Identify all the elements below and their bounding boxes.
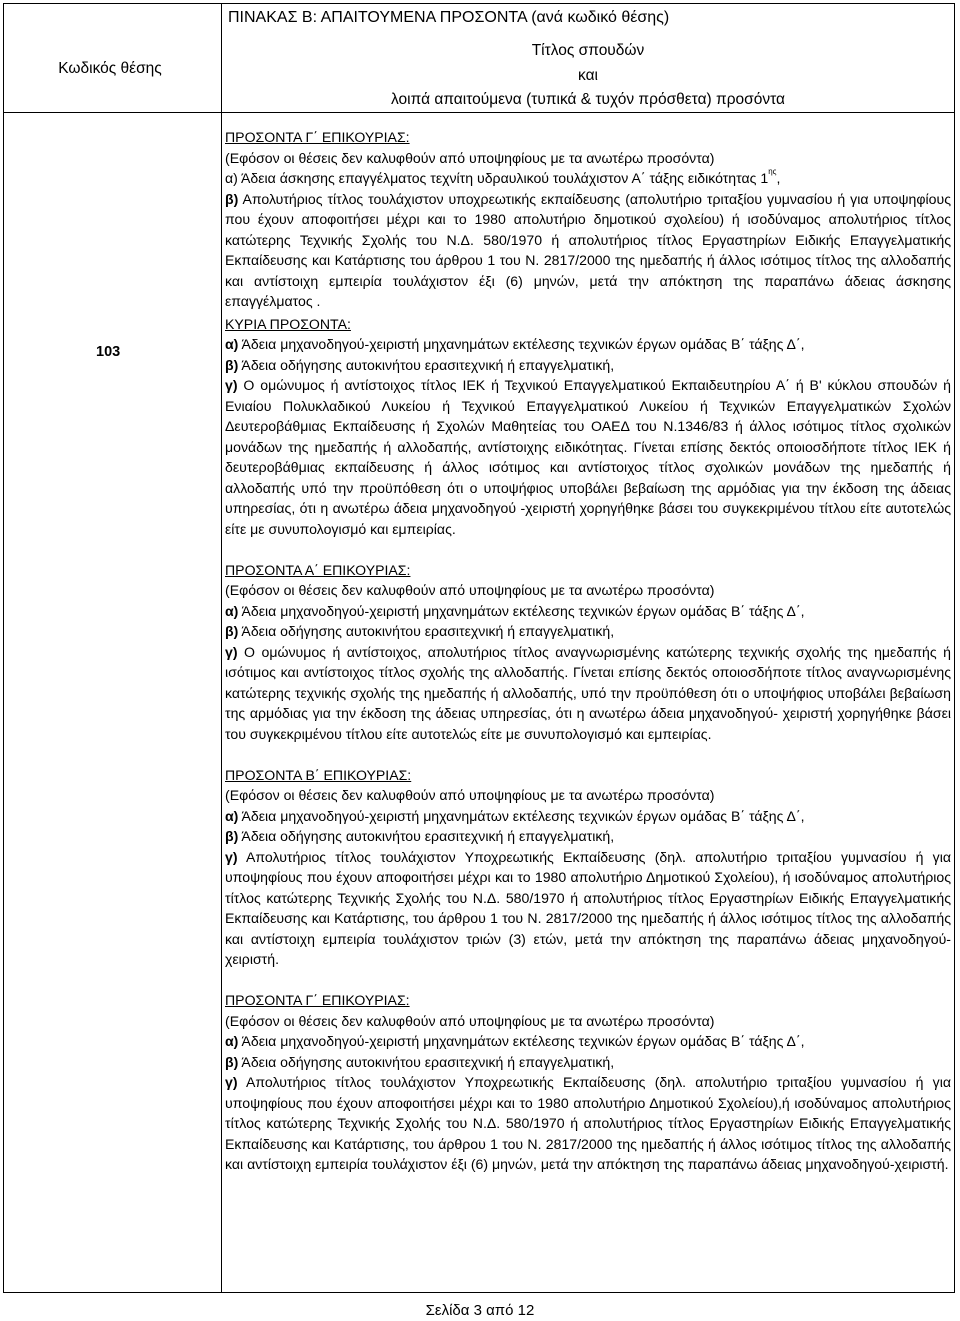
section-title-main: ΚΥΡΙΑ ΠΡΟΣΟΝΤΑ: bbox=[225, 315, 351, 332]
position-code: 103 bbox=[96, 344, 121, 360]
paragraph: (Εφόσον οι θέσεις δεν καλυφθούν από υποψηφίους με τα ανωτέρω προσόντα) bbox=[225, 149, 715, 166]
paragraph: α) Άδεια μηχανοδηγού-χειριστή μηχανημάτων εκτέλεσης τεχνικών έργων ομάδας Β΄ τάξης Δ΄, bbox=[225, 1033, 805, 1049]
section-title-b-auxiliary: ΠΡΟΣΟΝΤΑ Β΄ ΕΠΙΚΟΥΡΙΑΣ: bbox=[225, 766, 412, 783]
table-border-right bbox=[954, 3, 955, 1293]
paragraph: γ) Ο ομώνυμος ή αντίστοιχος, απολυτήριος τίτλος αναγνωρισμένης κατώτερης τεχνικής σχολής της ημεδαπής ή ισότιμος και αντίστοιχος τίτλος σχολής της αλλοδαπής. Γίνεται επίσης δεκτός οποιοσδήποτε τίτλος αναγνωρισμένης κατώτερης τεχνικής σχολής της ημεδαπής ή αλλοδαπής, υπό την προϋπόθεση ότι ο υποψήφιος υποβάλει βεβαίωση της αρμόδιας για την έκδοση της άδειας υπηρεσίας, ότι η ανωτέρω άδεια μηχανοδηγού- χειριστή χορηγήθηκε βάσει του συγκεκριμένου τίτλου είτε αυτοτελώς είτε με συνυπολογισμό και εμπειρίας. bbox=[225, 643, 951, 742]
qualifications-content bbox=[225, 127, 951, 1175]
paragraph: α) Άδεια μηχανοδηγού-χειριστή μηχανημάτων εκτέλεσης τεχνικών έργων ομάδας Β΄ τάξης Δ΄, bbox=[225, 336, 805, 352]
superscript: ης bbox=[768, 167, 777, 176]
column-header-qualifications: Τίτλος σπουδών και λοιπά απαιτούμενα (τυπικά & τυχόν πρόσθετα) προσόντα bbox=[391, 42, 785, 108]
page-number: Σελίδα 3 από 12 bbox=[425, 1302, 535, 1319]
paragraph: γ) Ο ομώνυμος ή αντίστοιχος τίτλος ΙΕΚ ή Τεχνικού Επαγγελματικού Εκπαιδευτηρίου Α΄ ή Β' κύκλου σπουδών ή Ενιαίου Πολυκλαδικού Λυκείου ή Τεχνικού Επαγγελματικού Λυκείου ή Τεχνικών Επαγγελματικών Σχολών Δευτεροβάθμιας Εκπαίδευσης ή Σχολών Μαθητείας του ΟΑΕΔ του Ν.1346/83 ή άλλος ισότιμος τίτλος σχολικών μονάδων της ημεδαπής ή αλλοδαπής, αντίστοιχης ειδικότητας. Γίνεται επίσης δεκτός οποιοσδήποτε τίτλος ΙΕΚ ή δευτεροβάθμιας εκπαίδευσης ή άλλος ισότιμος και αντίστοιχος τίτλος σχολικών μονάδων της ημεδαπής ή αλλοδαπής υπό την προϋπόθεση ότι ο υποψήφιος υποβάλει βεβαίωση της αρμόδιας για την έκδοση της άδειας υπηρεσίας, ότι η ανωτέρω άδεια μηχανοδηγού -χειριστή χορηγήθηκε βάσει του συγκεκριμένου τίτλου είτε αυτοτελώς είτε με συνυπολογισμό και εμπειρίας. bbox=[225, 377, 951, 537]
table-border-bottom bbox=[3, 1292, 955, 1293]
paragraph: γ) Απολυτήριος τίτλος τουλάχιστον Υποχρεωτικής Εκπαίδευσης (δηλ. απολυτήριο τριταξίου γυμνασίου ή για υποψηφίους που έχουν αποφοιτήσει μέχρι και το 1980 απολυτήριο Δημοτικού Σχολείου),ή ισοδύναμος απολυτήριος τίτλος κατώτερης Τεχνικής Σχολής του Ν.Δ. 580/1970 ή απολυτήριος τίτλος Εργαστηρίων Ειδικής Επαγγελματικής Εκπαίδευσης και Κατάρτισης, του άρθρου 1 του Ν. 2817/2000 της ημεδαπής ή άλλος ισότιμος τίτλος της αλλοδαπής και αντίστοιχη εμπειρία τουλάχιστον έξι (6) μηνών, μετά την απόκτηση της παραπάνω άδειας μηχανοδηγού-χειριστή. bbox=[225, 1074, 951, 1172]
paragraph: α) Άδεια μηχανοδηγού-χειριστή μηχανημάτων εκτέλεσης τεχνικών έργων ομάδας Β΄ τάξης Δ΄, bbox=[225, 602, 805, 619]
paragraph: (Εφόσον οι θέσεις δεν καλυφθούν από υποψηφίους με τα ανωτέρω προσόντα) bbox=[225, 582, 715, 598]
paragraph: (Εφόσον οι θέσεις δεν καλυφθούν από υποψηφίους με τα ανωτέρω προσόντα) bbox=[225, 787, 715, 803]
paragraph: β) Απολυτήριος τίτλος τουλάχιστον υποχρεωτικής εκπαίδευσης (απολυτήριο τριταξίου γυμνασίου ή για υποψηφίους που έχουν αποφοιτήσει μέχρι και το 1980 απολυτήριο δημοτικού σχολείου) ή ισοδύναμος απολυτήριος τίτλος κατώτερης Τεχνικής Σχολής του Ν.Δ. 580/1970 ή απολυτήριος τίτλος Εργαστηρίων Ειδικής Επαγγελματικής Εκπαίδευσης και Κατάρτισης του άρθρου 1 του Ν. 2817/2000 της ημεδαπής ή άλλος ισότιμος τίτλος της αλλοδαπής και αντίστοιχη εμπειρία τουλάχιστον έξι (6) μηνών, μετά την απόκτηση της παραπάνω άδειας άσκησης επαγγέλματος . bbox=[225, 190, 951, 309]
section-title-c-auxiliary: ΠΡΟΣΟΝΤΑ Γ΄ ΕΠΙΚΟΥΡΙΑΣ: bbox=[225, 129, 410, 145]
paragraph: α) Άδεια άσκησης επαγγέλματος τεχνίτη υδραυλικού τουλάχιστον Α΄ τάξης ειδικότητας $1^{\eta\varsigma}$, bbox=[225, 167, 781, 186]
section-title-a-auxiliary: ΠΡΟΣΟΝΤΑ Α΄ ΕΠΙΚΟΥΡΙΑΣ: bbox=[225, 561, 411, 578]
paragraph: γ) Απολυτήριος τίτλος τουλάχιστον Υποχρεωτικής Εκπαίδευσης (δηλ. απολυτήριο τριταξίου γυμνασίου ή για υποψηφίους που έχουν αποφοιτήσει μέχρι και το 1980 απολυτήριο Δημοτικού Σχολείου), ή ισοδύναμος απολυτήριος τίτλος κατώτερης Τεχνικής Σχολής του Ν.Δ. 580/1970 ή απολυτήριος τίτλος Εργαστηρίων Ειδικής Επαγγελματικής Εκπαίδευσης και Κατάρτισης, του άρθρου 1 του Ν. 2817/2000 της ημεδαπής ή άλλος ισότιμος τίτλος της αλλοδαπής και αντίστοιχη εμπειρία τουλάχιστον τριών (3) ετών, μετά την απόκτηση της παραπάνω άδειας μηχανοδηγού-χειριστή. bbox=[225, 848, 951, 967]
paragraph: α) Άδεια μηχανοδηγού-χειριστή μηχανημάτων εκτέλεσης τεχνικών έργων ομάδας Β΄ τάξης Δ΄, bbox=[225, 807, 805, 824]
table-border-top bbox=[3, 3, 955, 4]
paragraph: β) Άδεια οδήγησης αυτοκινήτου ερασιτεχνική ή επαγγελματική, bbox=[225, 623, 615, 639]
column-header-code: Κωδικός θέσης bbox=[58, 60, 162, 77]
section-title-c-auxiliary-2: ΠΡΟΣΟΝΤΑ Γ΄ ΕΠΙΚΟΥΡΙΑΣ: bbox=[225, 992, 410, 1008]
table-border-left bbox=[3, 3, 4, 1293]
paragraph: β) Άδεια οδήγησης αυτοκινήτου ερασιτεχνική ή επαγγελματική, bbox=[225, 828, 615, 844]
paragraph: β) Άδεια οδήγησης αυτοκινήτου ερασιτεχνική ή επαγγελματική, bbox=[225, 356, 615, 373]
column-separator bbox=[221, 3, 222, 1293]
table-title: ΠΙΝΑΚΑΣ Β: ΑΠΑΙΤΟΥΜΕΝΑ ΠΡΟΣΟΝΤΑ (ανά κωδικό θέσης) bbox=[228, 9, 670, 26]
paragraph: (Εφόσον οι θέσεις δεν καλυφθούν από υποψηφίους με τα ανωτέρω προσόντα) bbox=[225, 1012, 715, 1029]
paragraph: β) Άδεια οδήγησης αυτοκινήτου ερασιτεχνική ή επαγγελματική, bbox=[225, 1053, 615, 1070]
